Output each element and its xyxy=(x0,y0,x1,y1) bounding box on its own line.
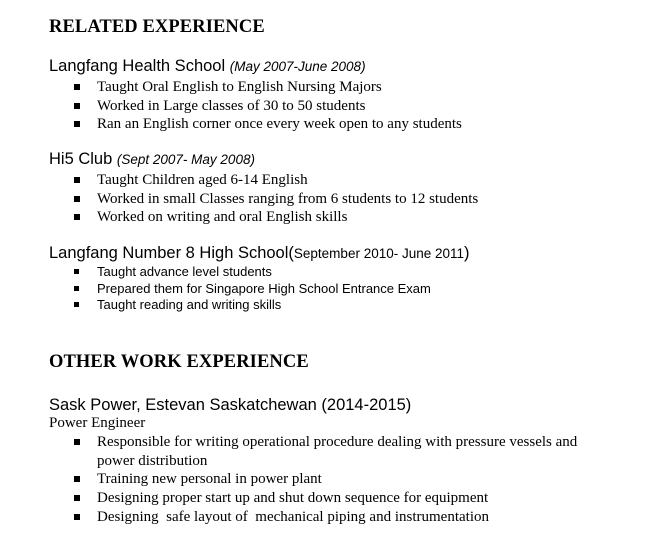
bullet-icon xyxy=(74,214,80,220)
list-item: Training new personal in power plant xyxy=(0,470,617,489)
bullet-icon xyxy=(74,302,79,307)
bullet-icon xyxy=(74,514,80,520)
job-bullets-langfang-health xyxy=(0,78,462,134)
list-item: Designing proper start up and shut down sequence for equipment xyxy=(0,489,617,508)
other-experience-heading: OTHER WORK EXPERIENCE xyxy=(49,352,309,372)
job-dates: (Sept 2007- May 2008) xyxy=(116,152,255,167)
bullet-icon xyxy=(74,177,80,183)
job-title-langfang-health xyxy=(49,57,366,76)
job-dates: September 2010- June 2011 xyxy=(293,246,465,261)
bullet-icon xyxy=(74,439,80,445)
bullet-icon xyxy=(74,103,80,109)
employer-name: Sask Power, Estevan Saskatchewan (2014-2015) xyxy=(49,396,412,414)
bullet-icon xyxy=(74,84,80,90)
list-item: Ran an English corner once every week open to any students xyxy=(0,115,462,134)
related-experience-heading: RELATED EXPERIENCE xyxy=(49,17,265,37)
list-item: Designing safe layout of mechanical piping and instrumentation xyxy=(0,508,617,527)
bullet-icon xyxy=(74,269,79,274)
bullet-icon xyxy=(74,196,80,202)
bullet-icon xyxy=(74,121,80,127)
bullet-icon xyxy=(74,495,80,501)
list-item: Taught Oral English to English Nursing Majors xyxy=(0,78,462,97)
job-bullets-langfang-no8 xyxy=(0,264,431,314)
list-item: Responsible for writing operational procedure dealing with pressure vessels and power distribution xyxy=(0,433,617,470)
list-item: Taught advance level students xyxy=(0,264,431,281)
employer-name: Langfang Number 8 High School xyxy=(49,244,289,262)
job-dates: (May 2007-June 2008) xyxy=(229,59,366,74)
bullet-icon xyxy=(74,476,80,482)
list-item: Prepared them for Singapore High School Entrance Exam xyxy=(0,281,431,298)
list-item: Taught reading and writing skills xyxy=(0,297,431,314)
job-bullets-hi5-club xyxy=(0,171,478,227)
employer-name: Langfang Health School xyxy=(49,57,226,75)
list-item: Worked in Large classes of 30 to 50 students xyxy=(0,97,462,116)
list-item: Worked in small Classes ranging from 6 students to 12 students xyxy=(0,190,478,209)
bullet-icon xyxy=(74,286,79,291)
job-title-hi5-club xyxy=(49,150,255,169)
job-title-langfang-no8: Langfang Number 8 High School(September 2010- June 2011) xyxy=(49,244,470,262)
list-item: Worked on writing and oral English skills xyxy=(0,208,478,227)
list-item: Taught Children aged 6-14 English xyxy=(0,171,478,190)
position-title: Power Engineer xyxy=(49,415,146,431)
employer-name: Hi5 Club xyxy=(49,150,113,168)
job-bullets-sask-power xyxy=(0,433,617,527)
job-title-sask-power xyxy=(49,396,411,415)
